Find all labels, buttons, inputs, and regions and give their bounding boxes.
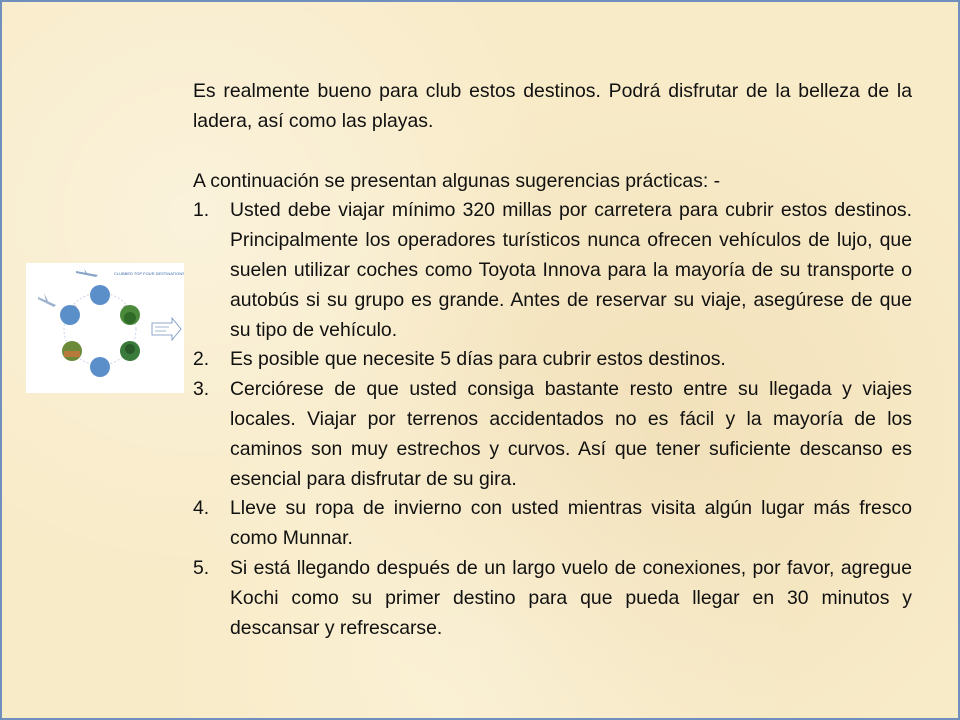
diagram-title: CLUBBED TOP FOUR DESTINATIONS [114,271,184,276]
airplane-icon [38,293,58,307]
list-number: 4. [193,497,210,520]
list-number: 5. [193,556,210,579]
destinations-diagram-svg [26,263,184,393]
arrow-right-icon [152,318,181,340]
diagram-node-bottom [90,357,110,377]
list-text: Usted debe viajar mínimo 320 millas por carretera para cubrir estos destinos. Principalmente los operadores turísticos nunca ofrecen vehículos de lujo, que suelen utilizar coches como Toyota Innova para la mayoría de su transporte o autobús si su grupo es grande. Antes de reservar su viaje, asegúrese de que su tipo de vehículo. [230,199,912,341]
list-item [193,345,912,375]
suggestions-heading: A continuación se presentan algunas sugerencias prácticas: - [193,169,721,192]
list-item [193,375,912,494]
diagram-node-left [60,305,80,325]
list-number: 1. [193,199,210,222]
list-text: Cerciórese de que usted consiga bastante resto entre su llegada y viajes locales. Viajar por terrenos accidentados no es fácil y la mayoría de los caminos son muy estrechos y curvos. Así que tener suficiente descanso es esencial para disfrutar de su gira. [230,378,912,490]
list-text: Lleve su ropa de invierno con usted mientras visita algún lugar más fresco como Munnar. [230,497,912,550]
airplane-icon [76,269,100,277]
diagram-node-top [90,285,110,305]
list-item [193,196,912,345]
list-text: Si está llegando después de un largo vuelo de conexiones, por favor, agregue Kochi como su primer destino para que pueda llegar en 30 minutos y descansar y refrescarse. [230,556,912,639]
list-item [193,494,912,554]
destinations-diagram-image [26,263,184,393]
list-item [193,554,912,643]
intro-paragraph: Es realmente bueno para club estos destinos. Podrá disfrutar de la belleza de la ladera, así como las playas. [193,80,912,132]
list-text: Es posible que necesite 5 días para cubrir estos destinos. [230,348,726,371]
main-text [193,77,912,643]
suggestions-list [193,196,912,643]
list-number: 3. [193,378,210,401]
list-number: 2. [193,348,210,371]
